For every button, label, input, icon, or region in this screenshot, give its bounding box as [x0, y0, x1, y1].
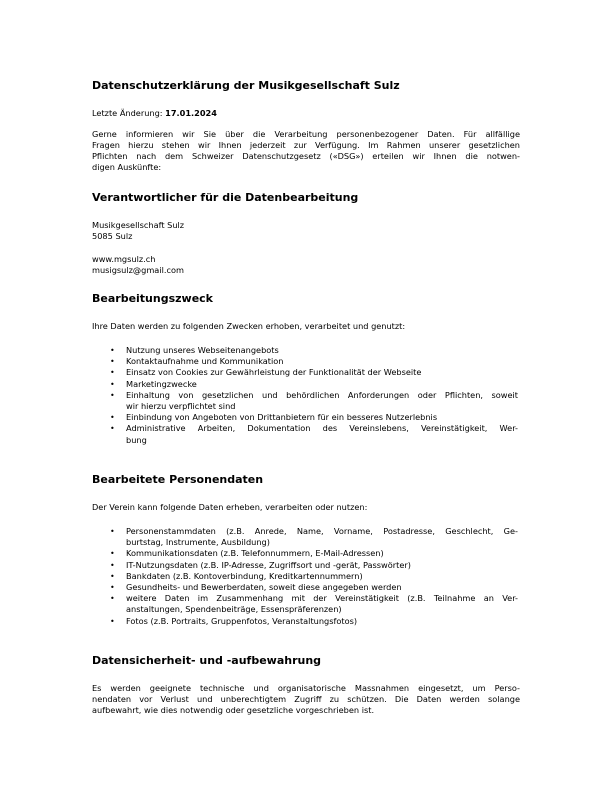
bullet-icon: • — [110, 368, 115, 378]
purpose-list — [92, 345, 520, 446]
list-item — [92, 582, 518, 593]
list-item — [92, 548, 518, 559]
bullet-icon: • — [110, 616, 115, 626]
personal-data-intro: Der Verein kann folgende Daten erheben, verarbeiten oder nutzen: — [92, 502, 368, 512]
bullet-icon: • — [110, 413, 115, 423]
website-text: www.mgsulz.ch — [92, 254, 156, 264]
list-item — [92, 560, 518, 571]
intro-line: Fragen hierzu stehen wir Ihnen jederzeit zur Verfügung. Im Rahmen unserer gesetzlichen — [92, 140, 520, 150]
security-line: Es werden geeignete technische und organisatorische Massnahmen eingesetzt, um Perso- — [92, 683, 520, 693]
list-item-text: Marketingzwecke — [126, 378, 197, 389]
intro-paragraph — [92, 129, 520, 173]
list-item-text: Nutzung unseres Webseitenangebots — [126, 345, 279, 355]
bullet-icon: • — [110, 560, 115, 570]
list-item — [92, 616, 518, 627]
security-paragraph — [92, 683, 520, 716]
bullet-icon: • — [110, 390, 115, 400]
list-item — [92, 390, 518, 412]
intro-line: Pflichten nach dem Schweizer Datenschutzgesetz («DSG») erteilen wir Ihnen die notwen- — [92, 151, 520, 161]
list-item — [92, 526, 518, 548]
list-item — [92, 367, 518, 378]
section-heading-security: Datensicherheit- und -aufbewahrung — [92, 654, 322, 667]
section-heading-purpose: Bearbeitungszweck — [92, 292, 213, 305]
last-change — [92, 108, 217, 119]
bullet-icon: • — [110, 527, 115, 536]
list-item-text: Gesundheits- und Bewerberdaten, soweit diese angegeben werden — [126, 582, 402, 593]
bullet-icon: • — [110, 346, 115, 355]
list-item-text: anstaltungen, Spendenbeiträge, Essenspräferenzen) — [126, 604, 342, 615]
bullet-icon: • — [110, 357, 115, 367]
list-item-text: burtstag, Instrumente, Ausbildung) — [126, 537, 270, 548]
bullet-icon: • — [110, 571, 115, 581]
list-item-text: Einhaltung von gesetzlichen und behördlichen Anforderungen oder Pflichten, soweit — [126, 389, 518, 400]
last-change-label: Letzte Änderung: — [92, 108, 166, 118]
page-title: Datenschutzerklärung der Musikgesellschaft Sulz — [92, 79, 400, 92]
list-item — [92, 379, 518, 390]
address-line: 5085 Sulz — [92, 231, 133, 241]
bullet-icon: • — [110, 424, 115, 434]
list-item — [92, 593, 518, 615]
intro-line: digen Auskünfte: — [92, 162, 162, 172]
purpose-intro: Ihre Daten werden zu folgenden Zwecken erhoben, verarbeitet und genutzt: — [92, 321, 406, 331]
bullet-icon: • — [110, 379, 115, 389]
security-line: nendaten vor Verlust und unberechtigtem Zugriff zu schützen. Die Daten werden solange — [92, 694, 520, 704]
list-item-text: Kontaktaufnahme und Kommunikation — [126, 356, 284, 367]
list-item-text: Fotos (z.B. Portraits, Gruppenfotos, Veranstaltungsfotos) — [126, 615, 358, 626]
list-item-text: Kommunikationsdaten (z.B. Telefonnummern, E-Mail-Adressen) — [126, 548, 384, 559]
list-item-text: Administrative Arbeiten, Dokumentation des Vereinslebens, Vereinstätigkeit, Wer- — [126, 423, 518, 434]
list-item-text: Einbindung von Angeboten von Drittanbietern für ein besseres Nutzerlebnis — [126, 412, 438, 423]
list-item — [92, 356, 518, 367]
intro-line: Gerne informieren wir Sie über die Verarbeitung personenbezogener Daten. Für allfällige — [92, 129, 520, 139]
security-line: aufbewahrt, wie dies notwendig oder gesetzliche vorgeschrieben ist. — [92, 705, 375, 715]
bullet-icon: • — [110, 549, 115, 559]
section-heading-responsible: Verantwortlicher für die Datenbearbeitung — [92, 191, 359, 204]
list-item — [92, 345, 518, 356]
list-item-text: Bankdaten (z.B. Kontoverbindung, Kreditkartennummern) — [126, 570, 363, 581]
section-heading-personal-data: Bearbeitete Personendaten — [92, 473, 264, 486]
list-item — [92, 423, 518, 445]
list-item-text: weitere Daten im Zusammenhang mit der Vereinstätigkeit (z.B. Teilnahme an Ver- — [126, 593, 518, 604]
list-item-text: IT-Nutzungsdaten (z.B. IP-Adresse, Zugriffsort und -gerät, Passwörter) — [126, 559, 411, 570]
bullet-icon: • — [110, 594, 115, 604]
address-line: Musikgesellschaft Sulz — [92, 220, 185, 230]
list-item-text: Personenstammdaten (z.B. Anrede, Name, Vorname, Postadresse, Geschlecht, Ge- — [126, 526, 518, 536]
list-item-text: Einsatz von Cookies zur Gewährleistung der Funktionalität der Webseite — [126, 367, 422, 378]
list-item — [92, 412, 518, 423]
personal-data-list — [92, 526, 520, 627]
email-text: musigsulz@gmail.com — [92, 265, 184, 275]
list-item-text: bung — [126, 434, 147, 445]
last-change-date: 17.01.2024 — [165, 108, 217, 118]
list-item — [92, 571, 518, 582]
bullet-icon: • — [110, 583, 115, 593]
list-item-text: wir hierzu verpflichtet sind — [126, 401, 236, 412]
